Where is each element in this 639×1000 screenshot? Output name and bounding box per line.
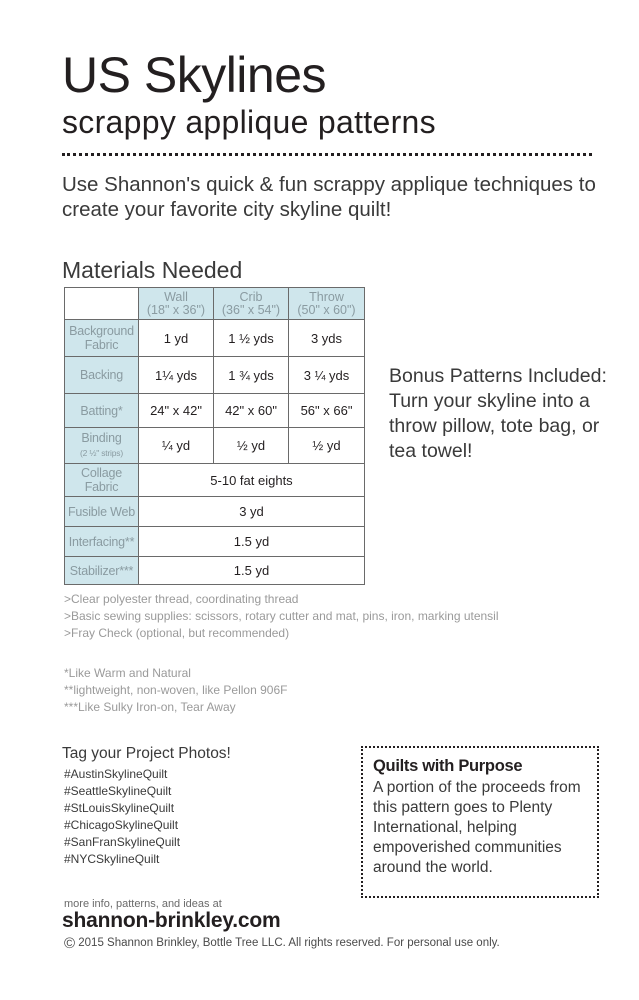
table-row	[65, 357, 365, 394]
supplies-list	[64, 591, 499, 642]
row-label-collage-fabric: Collage Fabric	[65, 464, 139, 497]
tag-photos-heading: Tag your Project Photos!	[62, 745, 231, 762]
more-info-text: more info, patterns, and ideas at	[64, 898, 222, 910]
intro-text: Use Shannon's quick & fun scrappy applique techniques to create your favorite city skyline quilt!	[62, 173, 596, 221]
materials-table	[64, 287, 365, 585]
list-item: #SanFranSkylineQuilt	[64, 835, 181, 849]
table-row	[65, 428, 365, 464]
row-label-stabilizer: Stabilizer***	[65, 557, 139, 585]
table-row	[65, 557, 365, 585]
copyright-line	[64, 936, 500, 951]
page-title: US Skylines	[62, 47, 327, 103]
column-header-crib: Crib (36" x 54")	[214, 288, 289, 320]
table-cell: 1 yd	[139, 320, 214, 357]
purpose-title: Quilts with Purpose	[373, 757, 523, 775]
table-cell: 3 yds	[289, 320, 365, 357]
hashtag-list	[64, 766, 180, 868]
copyright-text: 2015 Shannon Brinkley, Bottle Tree LLC. All rights reserved. For personal use only.	[78, 937, 500, 949]
table-row	[65, 497, 365, 527]
website-link[interactable]: shannon-brinkley.com	[62, 909, 281, 932]
column-header-throw: Throw (50" x 60")	[289, 288, 365, 320]
table-cell: ½ yd	[214, 428, 289, 464]
list-item: ***Like Sulky Iron-on, Tear Away	[64, 700, 236, 714]
table-header-row	[65, 288, 365, 320]
row-label-fusible-web: Fusible Web	[65, 497, 139, 527]
list-item: #StLouisSkylineQuilt	[64, 801, 175, 815]
row-label-backing: Backing	[65, 357, 139, 394]
table-row	[65, 320, 365, 357]
table-cell: 5-10 fat eights	[139, 464, 365, 497]
table-row	[65, 394, 365, 428]
table-cell: 1.5 yd	[139, 557, 365, 585]
table-cell: 3 ¼ yds	[289, 357, 365, 394]
list-item: #NYCSkylineQuilt	[64, 852, 160, 866]
table-corner-cell	[65, 288, 139, 320]
list-item: **lightweight, non-woven, like Pellon 906F	[64, 683, 288, 697]
row-label-batting: Batting*	[65, 394, 139, 428]
table-cell: 1 ½ yds	[214, 320, 289, 357]
list-item: #ChicagoSkylineQuilt	[64, 818, 179, 832]
quilts-with-purpose-box	[361, 746, 599, 898]
table-cell: ½ yd	[289, 428, 365, 464]
table-cell: 42" x 60"	[214, 394, 289, 428]
table-cell: 24" x 42"	[139, 394, 214, 428]
table-cell: 56" x 66"	[289, 394, 365, 428]
table-cell: 1.5 yd	[139, 527, 365, 557]
column-header-wall: Wall (18" x 36")	[139, 288, 214, 320]
bonus-patterns-text: Bonus Patterns Included: Turn your skyline into a throw pillow, tote bag, or tea towel!	[389, 365, 607, 462]
table-cell: ¼ yd	[139, 428, 214, 464]
list-item: #AustinSkylineQuilt	[64, 767, 168, 781]
copyright-icon: ©	[64, 935, 76, 952]
row-label-interfacing: Interfacing**	[65, 527, 139, 557]
list-item: >Fray Check (optional, but recommended)	[64, 626, 290, 640]
purpose-body: A portion of the proceeds from this pattern goes to Plenty International, helping empoverished communities around the world.	[373, 778, 581, 876]
list-item: *Like Warm and Natural	[64, 666, 191, 680]
dotted-divider	[62, 153, 592, 156]
table-row	[65, 527, 365, 557]
list-item: >Clear polyester thread, coordinating thread	[64, 592, 299, 606]
list-item: >Basic sewing supplies: scissors, rotary cutter and mat, pins, iron, marking utensil	[64, 609, 499, 623]
row-label-binding: Binding (2 ½" strips)	[65, 428, 139, 464]
table-cell: 3 yd	[139, 497, 365, 527]
table-cell: 1 ¾ yds	[214, 357, 289, 394]
footnotes	[64, 665, 287, 716]
table-row	[65, 464, 365, 497]
materials-heading: Materials Needed	[62, 257, 243, 283]
page-subtitle: scrappy applique patterns	[62, 104, 436, 140]
row-label-background-fabric: Background Fabric	[65, 320, 139, 357]
table-cell: 1¼ yds	[139, 357, 214, 394]
list-item: #SeattleSkylineQuilt	[64, 784, 172, 798]
